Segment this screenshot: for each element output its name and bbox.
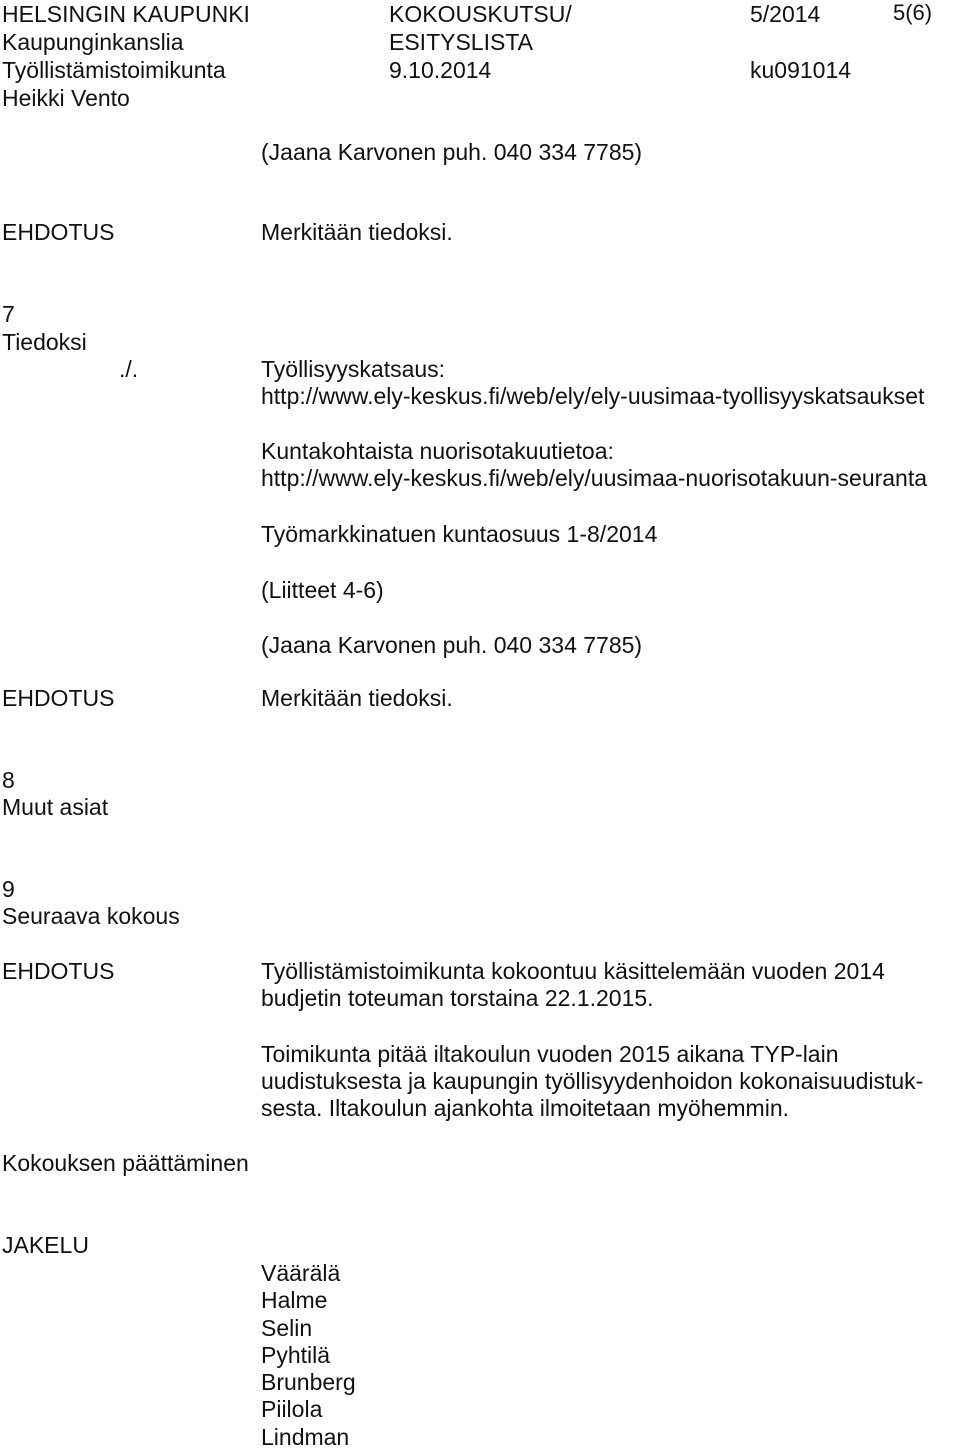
proposal-text-line: budjetin toteuman torstaina 22.1.2015.	[261, 985, 654, 1011]
proposal-label: EHDOTUS	[2, 958, 115, 984]
distribution-name: Pyhtilä	[261, 1341, 331, 1368]
committee-name: Työllistämistoimikunta	[2, 57, 226, 83]
note-text-line: Toimikunta pitää iltakoulun vuoden 2015 aikana TYP-lain	[261, 1041, 839, 1067]
distribution-name: Lindman	[261, 1423, 350, 1450]
distribution-label: JAKELU	[2, 1232, 89, 1258]
distribution-name: Piilola	[261, 1396, 323, 1423]
distribution-name: Halme	[261, 1287, 328, 1314]
note-text-line: sesta. Iltakoulun ajankohta ilmoitetaan myöhemmin.	[261, 1095, 790, 1121]
proposal-text: Merkitään tiedoksi.	[261, 219, 453, 245]
doc-type-line1: KOKOUSKUTSU/	[389, 1, 572, 27]
section-number: 8	[2, 767, 15, 793]
attachments-note: (Liitteet 4-6)	[261, 577, 384, 603]
proposal-label: EHDOTUS	[2, 219, 115, 245]
section-title: Seuraava kokous	[2, 903, 180, 929]
section-title: Kokouksen päättäminen	[2, 1150, 249, 1176]
distribution-name: Brunberg	[261, 1369, 356, 1396]
section-title: Tiedoksi	[2, 329, 87, 355]
item-title: Työmarkkinatuen kuntaosuus 1-8/2014	[261, 521, 658, 547]
proposal-text-line: Työllistämistoimikunta kokoontuu käsittelemään vuoden 2014	[261, 958, 885, 984]
attachment-marker: ./.	[119, 356, 139, 382]
meeting-number: 5/2014	[750, 1, 821, 27]
contact-line: (Jaana Karvonen puh. 040 334 7785)	[261, 139, 643, 165]
meeting-date: 9.10.2014	[389, 57, 492, 83]
distribution-list	[261, 1260, 356, 1451]
proposal-text: Merkitään tiedoksi.	[261, 685, 453, 711]
section-title: Muut asiat	[2, 794, 109, 820]
distribution-name: Selin	[261, 1314, 313, 1341]
item-url[interactable]: http://www.ely-keskus.fi/web/ely/ely-uusimaa-tyollisyyskatsaukset	[261, 383, 925, 409]
note-text-line: uudistuksesta ja kaupungin työllisyydenhoidon kokonaisuudistuk-	[261, 1068, 924, 1094]
item-url[interactable]: http://www.ely-keskus.fi/web/ely/uusimaa-nuorisotakuun-seuranta	[261, 465, 928, 491]
item-title: Kuntakohtaista nuorisotakuutietoa:	[261, 438, 614, 464]
distribution-name: Väärälä	[261, 1260, 341, 1286]
department: Kaupunginkanslia	[2, 29, 184, 55]
reference-code: ku091014	[750, 57, 852, 83]
page-number: 5(6)	[893, 0, 933, 25]
author-name: Heikki Vento	[2, 85, 130, 111]
doc-type-line2: ESITYSLISTA	[389, 29, 534, 55]
item-title: Työllisyyskatsaus:	[261, 356, 446, 382]
proposal-label: EHDOTUS	[2, 685, 115, 711]
section-number: 9	[2, 876, 15, 902]
section-number: 7	[2, 301, 15, 327]
org-name: HELSINGIN KAUPUNKI	[2, 1, 250, 27]
contact-line: (Jaana Karvonen puh. 040 334 7785)	[261, 632, 643, 658]
